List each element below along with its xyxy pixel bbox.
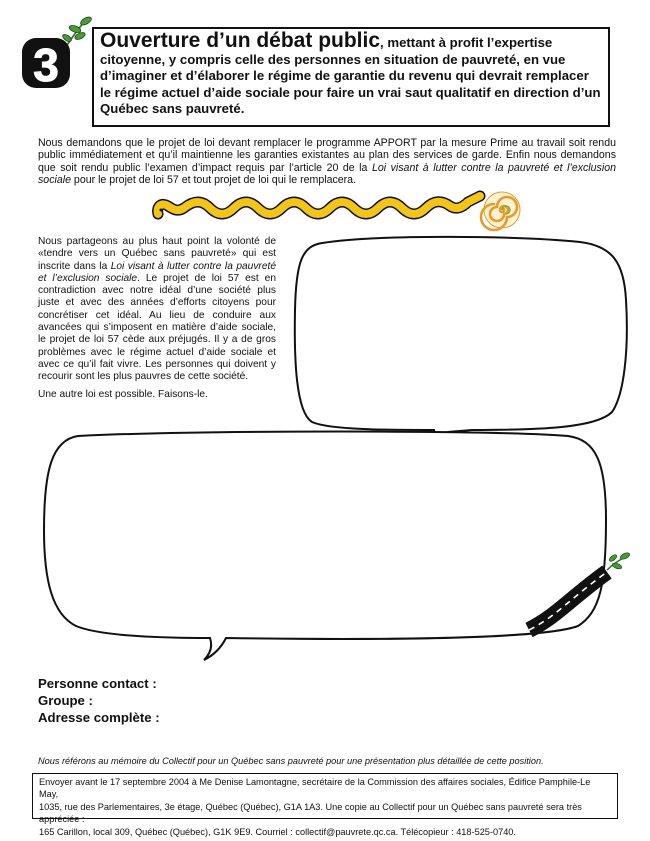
badge-number: 3: [33, 39, 59, 91]
body-text-2: . Le projet de loi 57 est en contradiction avec notre idéal d’une société plus juste et avec des années d’efforts citoyens pour concrétiser cet idéal. Au lieu de conduire aux avancées qui s’imposent en matière d’aide sociale, le projet de loi 57 cède aux préjugés. Il y a de gros problèmes avec le régime actuel d’aide sociale et avec ce qu’il fait vivre. Les personnes qui doivent y recourir sont les plus pauvres de cette société.: [38, 272, 276, 383]
body-paragraph-2: Une autre loi est possible. Faisons-le.: [38, 388, 208, 400]
contact-group-label: Groupe :: [38, 693, 93, 708]
body-text-1: Nous partageons au plus haut point la volonté de «tendre vers un Québec sans pauvreté» qui est inscrite dans la: [38, 236, 276, 272]
footer-box: [32, 773, 618, 837]
intro-text-1: Nous demandons que le projet de loi devant remplacer le programme APPORT par la mesure Prime au travail soit rendu public immédiatement et qu’il maintienne les garanties existantes au plan des services de garde. Enfin nous demandons que soit rendu public l’examen d’impact requis par l’article 20 de la: [38, 137, 616, 174]
title-lead: Ouverture d’un débat public: [100, 29, 381, 52]
body-law-title: Loi visant à lutter contre la pauvreté et l’exclusion sociale: [38, 260, 276, 284]
leaf-sprig-icon: [607, 552, 631, 570]
contact-person-label: Personne contact :: [38, 676, 157, 691]
footer-line-1: Envoyer avant le 17 septembre 2004 à Me Denise Lamontagne, secrétaire de la Commission des affaires sociales, Édifice Pamphile-Le May,: [39, 777, 591, 800]
footer-line-2: 1035, rue des Parlementaires, 3e étage, Québec (Québec), G1A 1A3. Une copie au Collectif pour un Québec sans pauvreté sera très appréciée :: [39, 801, 582, 825]
memo-note: Nous référons au mémoire du Collectif pour un Québec sans pauvreté pour une présentation plus détaillée de cette position.: [38, 756, 544, 766]
footer-line-3: 165 Carillon, local 309, Québec (Québec), G1K 9E9. Courriel : collectif@pauvrete.qc.ca. Télécopieur : 418-525-0740.: [39, 826, 516, 837]
contact-section: [38, 675, 160, 726]
title-rest: , mettant à profit l’expertise citoyenne, y compris celle des personnes en situation de pauvreté, en vue d’imaginer et d’élaborer le régime de garantie du revenu qui devrait remplacer le régime actuel d’aide sociale pour faire un vrai saut qualitatif en direction d’un Québec sans pauvreté.: [100, 35, 601, 116]
intro-law-title: Loi visant à lutter contre la pauvreté et l’exclusion sociale: [38, 161, 616, 187]
road-icon: [515, 552, 635, 642]
contact-address-label: Adresse complète :: [38, 710, 160, 725]
intro-text-2: pour le projet de loi 57 et tout projet de loi qui le remplacera.: [70, 174, 357, 187]
